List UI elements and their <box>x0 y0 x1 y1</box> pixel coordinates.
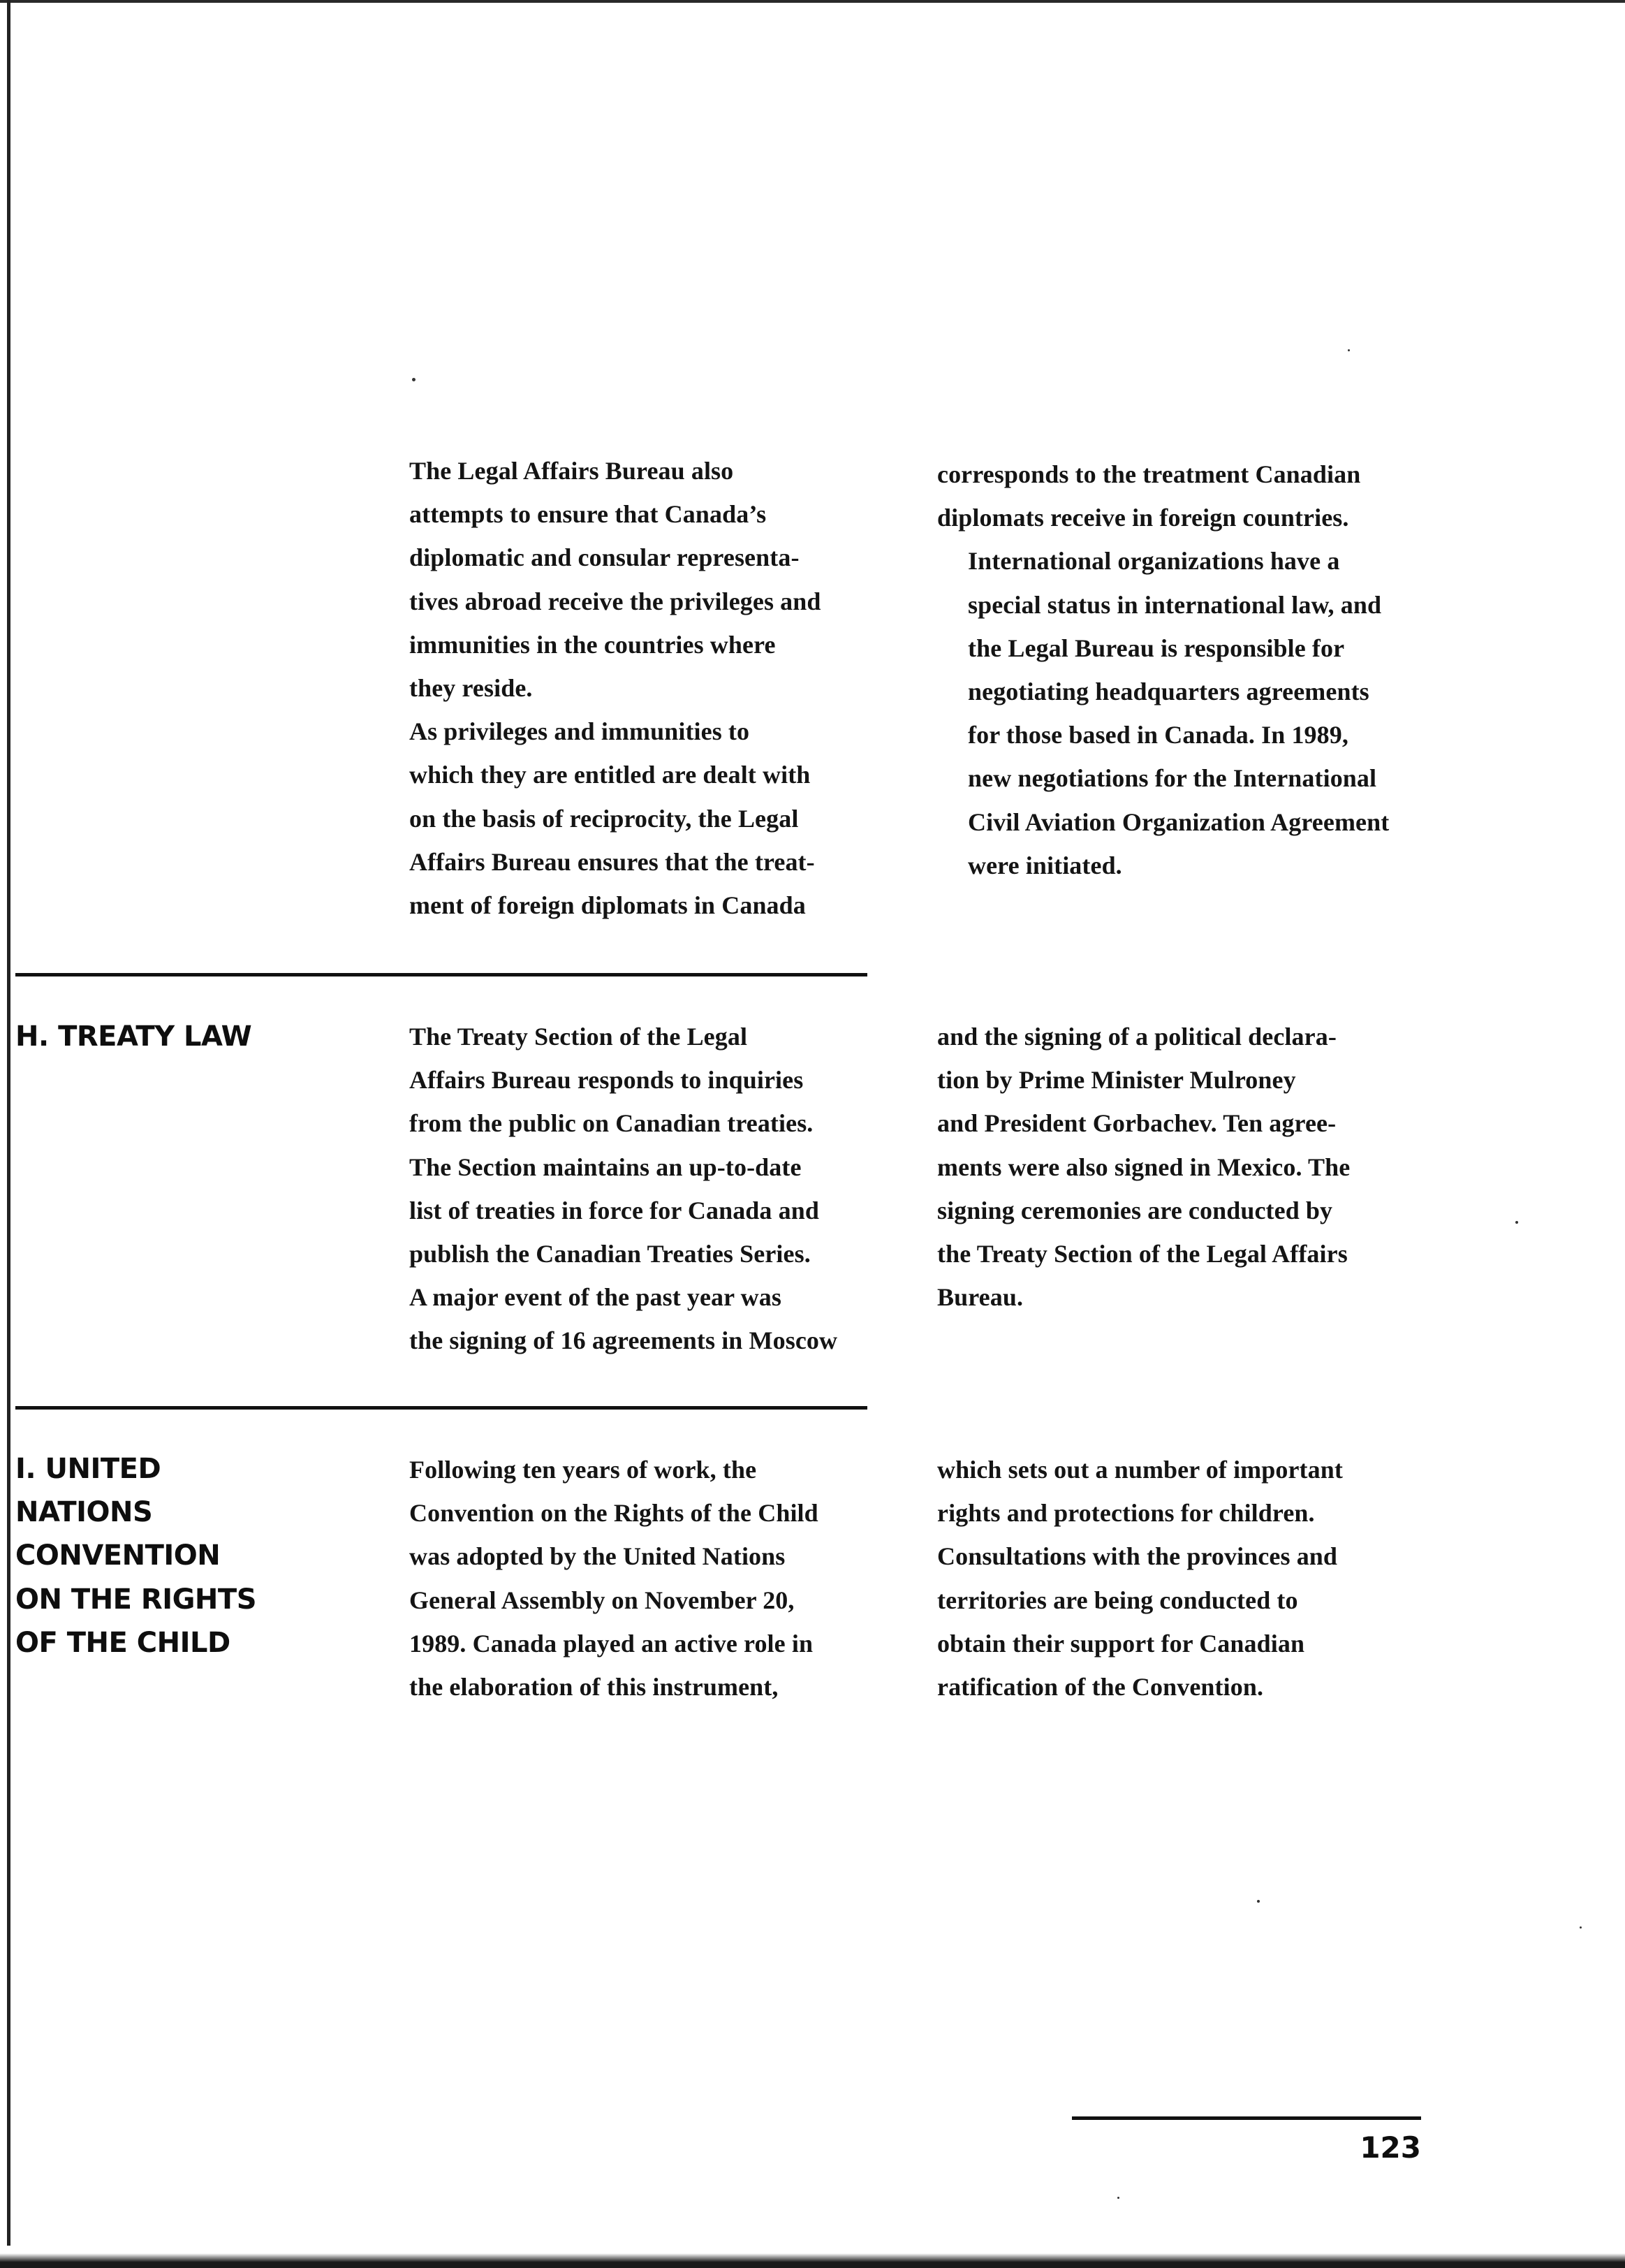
paragraph <box>937 1448 1440 1709</box>
text-line: Affairs Bureau ensures that the treat- <box>409 847 815 876</box>
text-line: corresponds to the treatment Canadian <box>937 460 1361 488</box>
heading-line: I. UNITED <box>15 1453 161 1485</box>
text-line: Convention on the Rights of the Child <box>409 1499 818 1528</box>
scan-speck <box>1580 1926 1582 1929</box>
text-line: tives abroad receive the privileges and <box>409 587 821 615</box>
section-divider-rule <box>15 1406 867 1410</box>
scan-speck <box>1257 1900 1260 1903</box>
section-0-right-column <box>937 453 1440 887</box>
text-line: The Legal Affairs Bureau also <box>409 457 734 485</box>
text-line: list of treaties in force for Canada and <box>409 1196 819 1224</box>
section-heading-treaty-law <box>15 1015 251 1058</box>
section-0-left-column <box>378 449 867 927</box>
text-line: was adopted by the United Nations <box>409 1542 786 1571</box>
text-line: Affairs Bureau responds to inquiries <box>409 1066 804 1095</box>
scan-edge-top <box>0 0 1625 3</box>
text-line: Bureau. <box>937 1283 1024 1312</box>
text-line: As privileges and immunities to <box>409 717 750 746</box>
page-number-rule <box>1072 2116 1421 2120</box>
paragraph <box>937 453 1440 539</box>
text-line: ment of foreign diplomats in Canada <box>409 891 806 920</box>
text-line: diplomats receive in foreign countries. <box>937 504 1349 532</box>
heading-line: OF THE CHILD <box>15 1626 230 1659</box>
text-line: diplomatic and consular representa- <box>409 543 800 572</box>
text-line: ments were also signed in Mexico. The <box>937 1153 1351 1181</box>
heading-line: H. TREATY LAW <box>15 1020 252 1053</box>
text-line: The Treaty Section of the Legal <box>409 1023 748 1051</box>
scan-speck <box>1117 2197 1119 2199</box>
text-line: tion by Prime Minister Mulroney <box>937 1066 1296 1095</box>
text-line: Following ten years of work, the <box>409 1456 757 1484</box>
heading-line: ON THE RIGHTS <box>15 1583 257 1616</box>
text-line: the elaboration of this instrument, <box>409 1673 779 1702</box>
text-line: negotiating headquarters agreements <box>968 678 1369 706</box>
text-line: The Section maintains an up-to-date <box>409 1153 802 1181</box>
paragraph <box>378 1448 867 1709</box>
text-line: A major event of the past year was <box>409 1283 781 1312</box>
section-heading-un-convention <box>15 1447 256 1665</box>
scan-edge-bottom <box>0 2253 1625 2268</box>
text-line: International organizations have a <box>968 547 1340 576</box>
text-line: ratification of the Convention. <box>937 1673 1264 1702</box>
section-1-left-column <box>378 1015 867 1363</box>
text-line: and the signing of a political declara- <box>937 1023 1337 1051</box>
text-line: General Assembly on November 20, <box>409 1586 795 1614</box>
text-line: rights and protections for children. <box>937 1499 1315 1528</box>
text-line: Civil Aviation Organization Agreement <box>968 807 1390 836</box>
paragraph <box>937 1015 1440 1319</box>
text-line: special status in international law, and <box>968 590 1382 619</box>
text-line: and President Gorbachev. Ten agree- <box>937 1109 1337 1138</box>
heading-line: NATIONS <box>15 1496 153 1529</box>
section-2-left-column <box>378 1448 867 1709</box>
heading-line: CONVENTION <box>15 1539 221 1572</box>
text-line: the Treaty Section of the Legal Affairs <box>937 1240 1348 1268</box>
text-line: from the public on Canadian treaties. <box>409 1109 814 1138</box>
section-2-right-column <box>937 1448 1440 1709</box>
text-line: for those based in Canada. In 1989, <box>968 721 1348 749</box>
text-line: which they are entitled are dealt with <box>409 761 811 789</box>
text-line: on the basis of reciprocity, the Legal <box>409 804 799 833</box>
scan-speck <box>1348 349 1350 351</box>
text-line: signing ceremonies are conducted by <box>937 1196 1333 1224</box>
text-line: immunities in the countries where <box>409 630 776 659</box>
scan-speck <box>412 378 416 381</box>
text-line: the signing of 16 agreements in Moscow <box>409 1326 838 1355</box>
scan-speck <box>1515 1221 1518 1224</box>
text-line: publish the Canadian Treaties Series. <box>409 1240 811 1268</box>
scan-edge-left <box>7 0 10 2246</box>
paragraph <box>378 1015 867 1275</box>
paragraph <box>937 539 1440 887</box>
text-line: obtain their support for Canadian <box>937 1629 1305 1658</box>
page-number: 123 <box>1360 2130 1421 2165</box>
text-line: 1989. Canada played an active role in <box>409 1629 814 1658</box>
text-line: they reside. <box>409 674 533 703</box>
text-line: territories are being conducted to <box>937 1586 1298 1614</box>
text-line: which sets out a number of important <box>937 1456 1343 1484</box>
text-line: attempts to ensure that Canada’s <box>409 500 767 529</box>
text-line: Consultations with the provinces and <box>937 1542 1338 1571</box>
text-line: the Legal Bureau is responsible for <box>968 634 1345 662</box>
text-line: new negotiations for the International <box>968 764 1377 793</box>
text-line: were initiated. <box>968 851 1122 879</box>
section-divider-rule <box>15 973 867 976</box>
paragraph <box>378 1275 867 1362</box>
paragraph <box>378 449 867 710</box>
paragraph <box>378 710 867 927</box>
section-1-right-column <box>937 1015 1440 1319</box>
